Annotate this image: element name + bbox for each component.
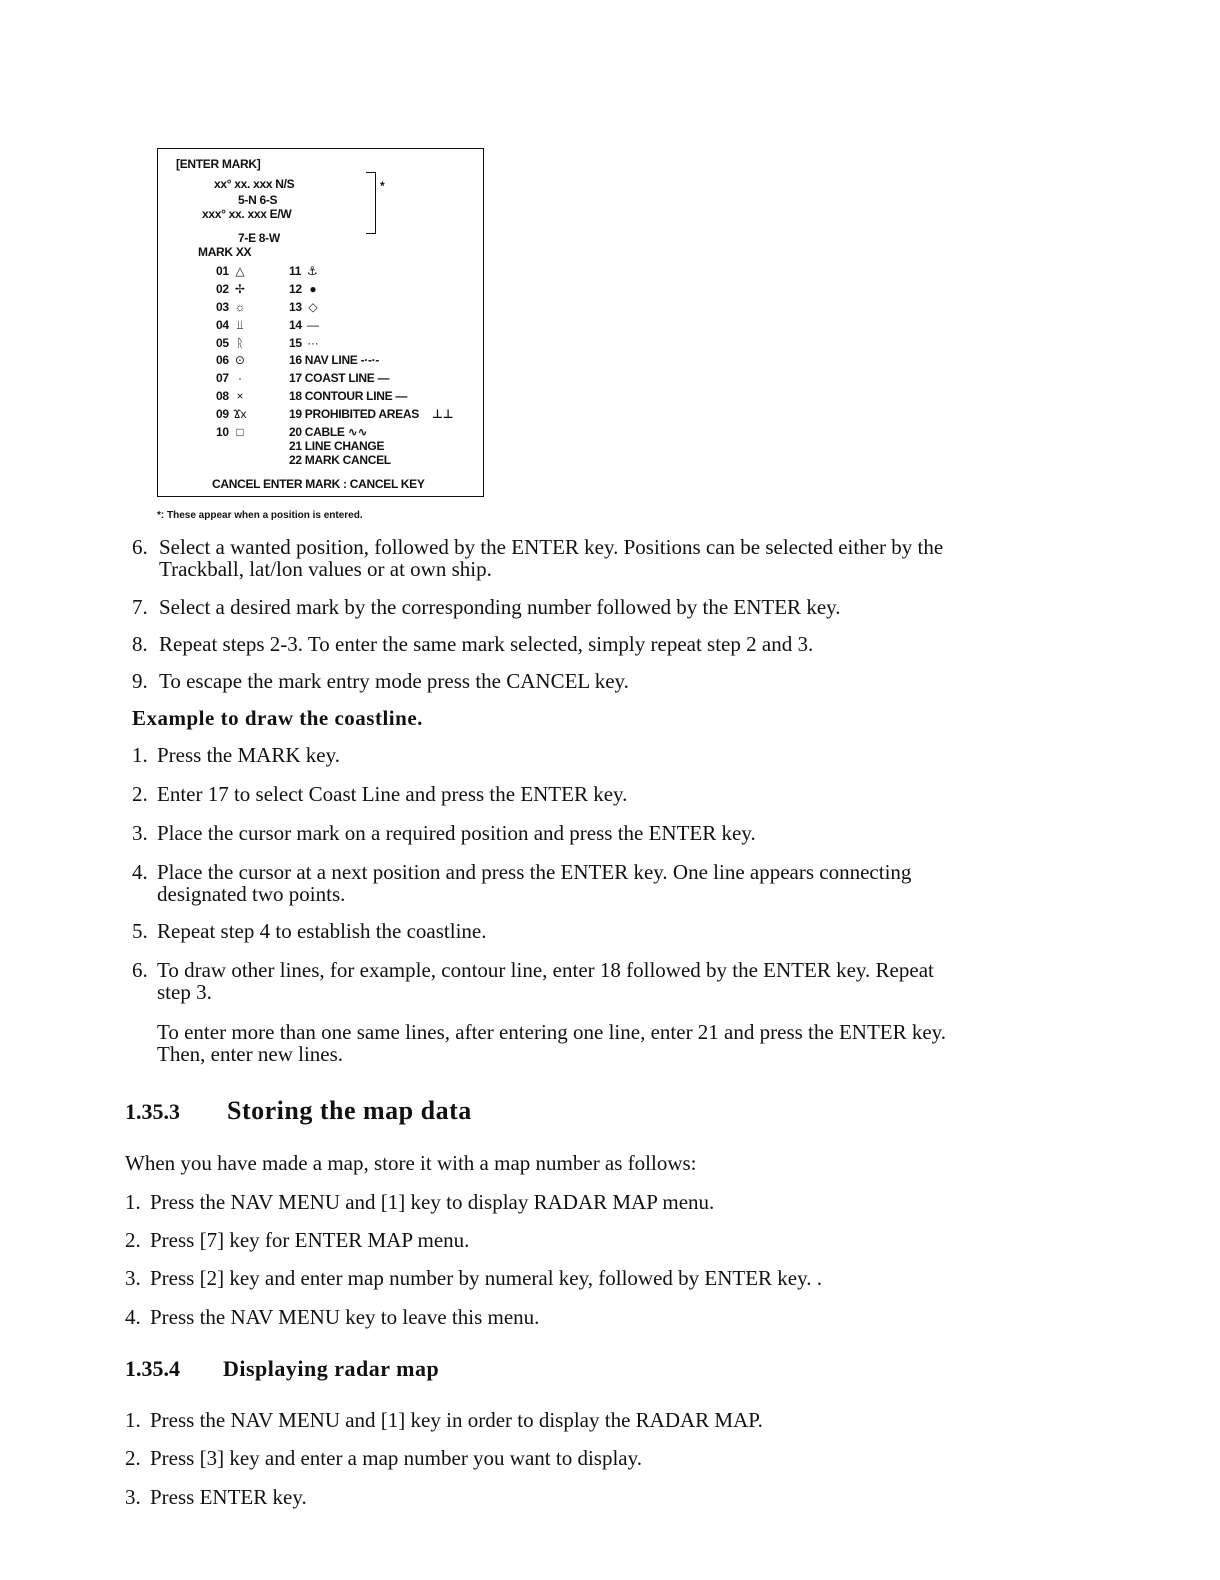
mark-item: 03 ☼	[216, 300, 248, 314]
list-item: 1. Press the NAV MENU and [1] key in order to display the RADAR MAP.	[125, 1408, 763, 1432]
mark-item: 16 NAV LINE -·-·-	[289, 353, 380, 367]
mark-cancel-item: 22 MARK CANCEL	[289, 453, 391, 467]
buoy-mark-icon: ⫫	[236, 318, 244, 332]
list-item: 3. Press ENTER key.	[125, 1485, 307, 1509]
nav-line-icon: -·-·-	[360, 353, 380, 367]
list-item: 6. Select a wanted position, followed by the ENTER key. Positions can be selected either by the	[132, 535, 944, 559]
list-item: 8. Repeat steps 2-3. To enter the same mark selected, simply repeat step 2 and 3.	[132, 632, 814, 656]
note-line: To enter more than one same lines, after entering one line, enter 21 and press the ENTER key.	[157, 1020, 947, 1044]
coast-line-icon: —	[377, 371, 390, 385]
menu-title: [ENTER MARK]	[176, 157, 261, 171]
longitude-field: xxx° xx. xxx E/W	[202, 207, 292, 221]
mark-item: 19 PROHIBITED AREAS ⊥⊥	[289, 407, 454, 421]
mark-item: 13 ◇	[289, 300, 321, 314]
mark-item: 05 ᚱ	[216, 336, 248, 350]
list-item: 1. Press the NAV MENU and [1] key to display RADAR MAP menu.	[125, 1190, 715, 1214]
enter-mark-menu-figure	[157, 148, 484, 497]
list-item: 3. Place the cursor mark on a required position and press the ENTER key.	[132, 821, 756, 845]
solid-line-mark-icon: —	[306, 318, 319, 332]
mark-number-field: MARK XX	[198, 245, 252, 259]
mark-item: 15 ···	[289, 336, 321, 350]
mark-item: 18 CONTOUR LINE —	[289, 389, 408, 403]
diamond-mark-icon: ◇	[308, 300, 318, 314]
list-item-continuation: Trackball, lat/lon values or at own ship.	[159, 557, 492, 581]
list-item: 2. Press [3] key and enter a map number you want to display.	[125, 1446, 643, 1470]
line-change-item: 21 LINE CHANGE	[289, 439, 385, 453]
mark-item: 14 —	[289, 318, 321, 332]
list-item: 3. Press [2] key and enter map number by numeral key, followed by ENTER key. .	[125, 1266, 823, 1290]
list-item: 5. Repeat step 4 to establish the coastline.	[132, 919, 487, 943]
section-intro: When you have made a map, store it with a map number as follows:	[125, 1151, 697, 1175]
latitude-keys: 5-N 6-S	[238, 193, 278, 207]
fish-mark-icon: Ϫx	[233, 407, 247, 421]
anchor-mark-icon: ⚓	[306, 264, 318, 278]
mark-item: 10 □	[216, 425, 248, 439]
longitude-keys: 7-E 8-W	[238, 231, 280, 245]
dot-mark-icon: ·	[237, 371, 242, 385]
list-item-continuation: step 3.	[157, 980, 212, 1004]
note-line: Then, enter new lines.	[157, 1042, 344, 1066]
cable-icon: ∿∿	[347, 425, 368, 439]
list-item-continuation: designated two points.	[157, 882, 346, 906]
list-item: 2. Enter 17 to select Coast Line and press the ENTER key.	[132, 782, 628, 806]
list-item: 4. Place the cursor at a next position and press the ENTER key. One line appears connecting	[132, 860, 912, 884]
mark-item: 12 ●	[289, 282, 321, 296]
mark-item: 20 CABLE ∿∿	[289, 425, 368, 439]
section-heading: 1.35.4 Displaying radar map	[125, 1356, 440, 1381]
mark-item: 11 ⚓	[289, 264, 320, 278]
sun-mark-icon: ☼	[234, 300, 246, 314]
mark-item: 06 ⊙	[216, 353, 248, 367]
square-mark-icon: □	[236, 425, 244, 439]
list-item: 4. Press the NAV MENU key to leave this menu.	[125, 1305, 540, 1329]
mark-item: 17 COAST LINE —	[289, 371, 390, 385]
contour-line-icon: —	[395, 389, 408, 403]
x-mark-icon: ×	[236, 389, 244, 403]
list-item: 1. Press the MARK key.	[132, 743, 340, 767]
position-bracket	[366, 172, 376, 234]
list-item: 7. Select a desired mark by the corresponding number followed by the ENTER key.	[132, 595, 841, 619]
cross-mark-icon: ✢	[234, 282, 245, 296]
list-item: 9. To escape the mark entry mode press the CANCEL key.	[132, 669, 629, 693]
asterisk-note-marker: *	[380, 179, 385, 193]
filled-circle-mark-icon: ●	[309, 282, 317, 296]
prohibited-areas-icon: ⊥⊥	[431, 407, 454, 421]
figure-footnote: *: These appear when a position is entered.	[157, 510, 363, 521]
cancel-instruction: CANCEL ENTER MARK : CANCEL KEY	[212, 477, 425, 491]
mark-item: 04 ⫫	[216, 318, 248, 332]
dotted-line-mark-icon: ···	[307, 336, 319, 350]
mark-item: 09 Ϫx	[216, 407, 247, 421]
mark-item: 07 ·	[216, 371, 248, 385]
mark-item: 01 △	[216, 264, 248, 278]
wreck-mark-icon: ᚱ	[236, 336, 244, 350]
circle-dot-mark-icon: ⊙	[234, 353, 245, 367]
list-item: 2. Press [7] key for ENTER MAP menu.	[125, 1228, 470, 1252]
mark-item: 02 ✢	[216, 282, 248, 296]
section-heading: 1.35.3 Storing the map data	[125, 1096, 472, 1125]
latitude-field: xx° xx. xxx N/S	[214, 177, 295, 191]
triangle-mark-icon: △	[235, 264, 245, 278]
list-item: 6. To draw other lines, for example, contour line, enter 18 followed by the ENTER key. Repeat	[132, 958, 934, 982]
mark-item: 08 ×	[216, 389, 248, 403]
example-heading: Example to draw the coastline.	[132, 706, 423, 730]
